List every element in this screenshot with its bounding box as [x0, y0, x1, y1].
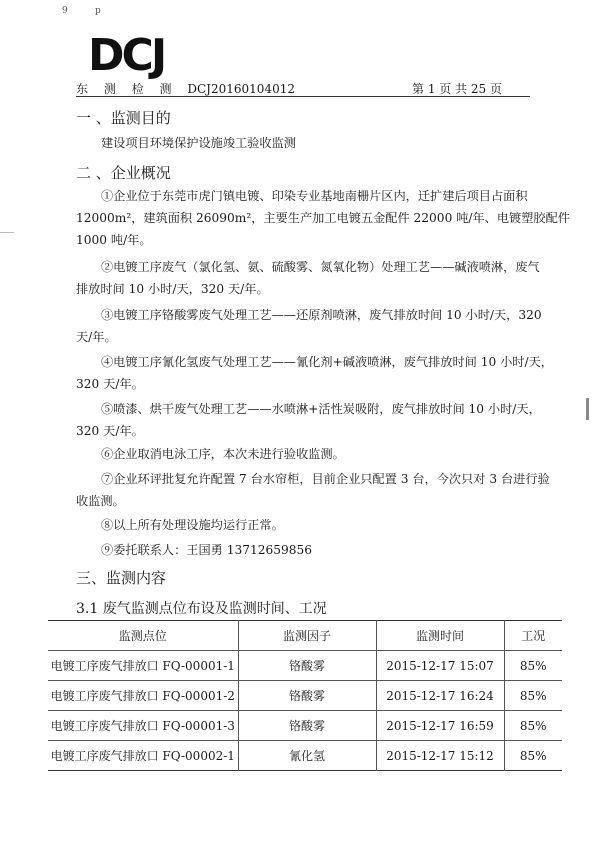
- column-header: 监测点位: [118, 629, 167, 643]
- table-cell: 电镀工序废气排放口 FQ-00001-3: [50, 719, 235, 733]
- table-cell: 电镀工序废气排放口 FQ-00002-1: [50, 749, 235, 763]
- company-char: 测: [159, 82, 178, 96]
- table-row: [48, 681, 562, 711]
- paragraph-line: ⑦企业环评批复允许配置 7 台水帘柜，目前企业只配置 3 台，今次只对 3 台进行验: [101, 472, 550, 486]
- company-name-line: [76, 80, 295, 97]
- scan-mark: [586, 398, 589, 420]
- paragraph-line: ①企业位于东莞市虎门镇电镀、印染专业基地南栅片区内，迁扩建后项目占面积: [101, 189, 528, 203]
- table-cell: 85%: [504, 741, 562, 771]
- column-header: 监测因子: [238, 621, 376, 651]
- column-header: 工况: [504, 621, 562, 651]
- paragraph-line: 320 天/年。: [76, 424, 144, 438]
- paragraph-line: 排放时间 10 小时/天，320 天/年。: [76, 282, 269, 296]
- table-cell: 85%: [504, 651, 562, 681]
- paragraph-line: ⑨委托联系人：王国勇 13712659856: [101, 543, 313, 557]
- company-char: 东: [76, 82, 95, 96]
- table-cell: 氰化氢: [238, 741, 376, 771]
- table-cell: 铬酸雾: [238, 681, 376, 711]
- paragraph-line: 12000m²，建筑面积 26090m²，主要生产加工电镀五金配件 22000 吨/年、电镀塑胶配件: [76, 211, 570, 225]
- column-header: 监测时间: [376, 621, 504, 651]
- scan-mark: [0, 232, 14, 233]
- paragraph-line: ④电镀工序氰化氢废气处理工艺——氰化剂+碱液喷淋，废气排放时间 10 小时/天，: [101, 355, 553, 369]
- section-heading: 一 、监测目的: [76, 109, 171, 127]
- paragraph: 建设项目环境保护设施竣工验收监测: [101, 136, 296, 150]
- paragraph-line: 收监测。: [76, 494, 125, 508]
- paragraph-line: 天/年。: [76, 330, 117, 344]
- table-cell: 85%: [504, 711, 562, 741]
- table-row: [48, 711, 562, 741]
- table-cell: 电镀工序废气排放口 FQ-00001-2: [50, 689, 235, 703]
- monitoring-table: [48, 620, 562, 771]
- section-heading: 二 、企业概况: [76, 164, 171, 182]
- page-info: 第 1 页 共 25 页: [412, 82, 502, 96]
- paragraph-line: 1000 吨/年。: [76, 233, 152, 247]
- paragraph-line: ⑥企业取消电泳工序，本次未进行验收监测。: [101, 447, 345, 461]
- subsection-heading: 3.1 废气监测点位布设及监测时间、工况: [76, 601, 327, 617]
- table-cell: 铬酸雾: [238, 711, 376, 741]
- table-cell: 2015-12-17 15:07: [376, 651, 504, 681]
- table-cell: 电镀工序废气排放口 FQ-00001-1: [50, 659, 235, 673]
- company-char: 测: [103, 82, 122, 96]
- table-cell: 2015-12-17 16:59: [376, 711, 504, 741]
- paragraph-line: 320 天/年。: [76, 377, 144, 391]
- stray-mark: 9: [62, 6, 68, 16]
- company-logo: DCJ: [88, 30, 165, 81]
- table-cell: 2015-12-17 15:12: [376, 741, 504, 771]
- table-cell: 85%: [504, 681, 562, 711]
- paragraph-line: ⑤喷漆、烘干废气处理工艺——水喷淋+活性炭吸附，废气排放时间 10 小时/天，: [101, 402, 541, 416]
- table-header-row: [48, 621, 562, 651]
- table-row: [48, 741, 562, 771]
- table-cell: 铬酸雾: [238, 651, 376, 681]
- header-rule: [76, 96, 530, 97]
- section-heading: 三、监测内容: [76, 569, 167, 587]
- company-char: 检: [131, 82, 150, 96]
- paragraph-line: ②电镀工序废气（氯化氢、氨、硫酸雾、氮氧化物）处理工艺——碱液喷淋，废气: [101, 260, 540, 274]
- table-cell: 2015-12-17 16:24: [376, 681, 504, 711]
- paragraph-line: ⑧以上所有处理设施均运行正常。: [101, 518, 284, 532]
- paragraph-line: ③电镀工序铬酸雾废气处理工艺——还原剂喷淋，废气排放时间 10 小时/天，320: [101, 308, 542, 322]
- stray-mark: p: [95, 6, 101, 16]
- document-number: DCJ20160104012: [187, 82, 295, 96]
- table-row: [48, 651, 562, 681]
